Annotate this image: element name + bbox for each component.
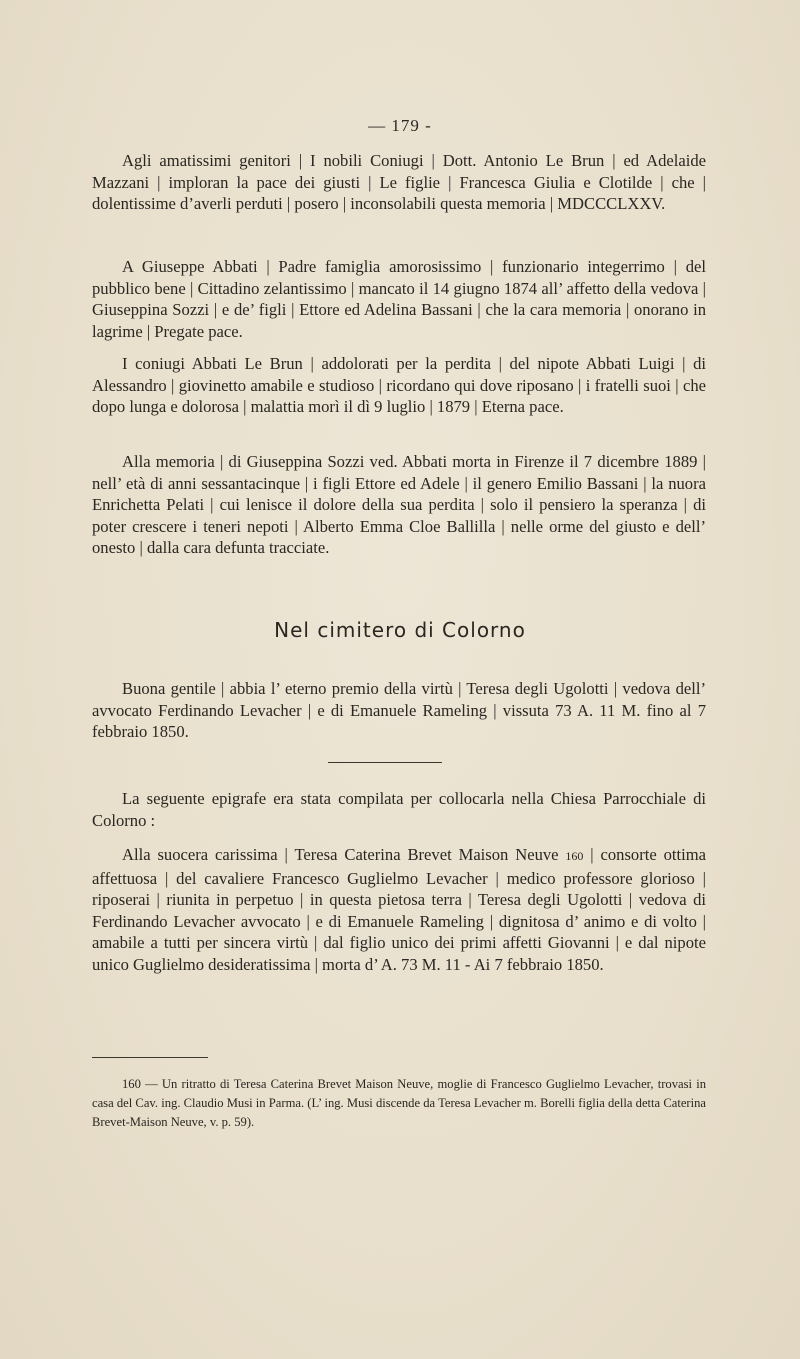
paragraph-ugolotti: Buona gentile | abbia l’ eterno premio della virtù | Teresa degli Ugolotti | vedova dell’ avvocato Ferdinando Levacher | e di Emanuele Rameling | vissuta 73 A. 11 M. fino al 7 febbraio 1850. <box>92 679 706 741</box>
main-text-block-2 <box>92 256 706 342</box>
epigraph-text-end: | consorte ottima affettuosa | del cavaliere Francesco Guglielmo Levacher | medico professore glorioso | riposerai | riunita in perpetuo | in questa pietosa terra | Teresa degli Ugolotti | vedova di Ferdinando Levacher avvocato | e di Emanuele Rameling | dignitosa d’ animo e di volto | amabile a tutti per sincera virtù | dal figlio unico dei primi affetti Giovanni | e dal nipote unico Guglielmo desideratissima | morta d’ A. 73 M. 11 - Ai 7 febbraio 1850. <box>92 845 706 974</box>
paragraph-epigraph <box>92 844 706 975</box>
paragraph-sozzi: Alla memoria | di Giuseppina Sozzi ved. Abbati morta in Firenze il 7 dicembre 1889 | nell’ età di anni sessantacinque | i figli Ettore ed Adele | il genero Emilio Bassani | la nuora Enrichetta Pelati | cui lenisce il dolore della sua perdita | solo il pensiero la speranza | di poter crescere i teneri nepoti | Alberto Emma Cloe Ballilla | nelle orme del giusto e dell’ onesto | dalla cara defunta tracciate. <box>92 452 706 557</box>
epigraph-text-start: Alla suocera carissima | Teresa Caterina Brevet Maison Neuve <box>122 845 566 864</box>
paragraph-le-brun: Agli amatissimi genitori | I nobili Coniugi | Dott. Antonio Le Brun | ed Adelaide Mazzani | imploran la pace dei giusti | Le figlie | Francesca Giulia e Clotilde | che | dolentissime d’averli perduti | posero | inconsolabili questa memoria | MDCCCLXXV. <box>92 151 706 213</box>
separator-rule <box>328 762 442 763</box>
paragraph-intro: La seguente epigrafe era stata compilata per collocarla nella Chiesa Parrocchiale di Colorno : <box>92 789 706 830</box>
paragraph-coniugi: I coniugi Abbati Le Brun | addolorati per la perdita | del nipote Abbati Luigi | di Alessandro | giovinetto amabile e studioso | ricordano qui dove riposano | i fratelli suoi | che dopo lunga e dolorosa | malattia morì il dì 9 luglio | 1879 | Eterna pace. <box>92 354 706 416</box>
footnote <box>92 1075 706 1132</box>
footnote-rule <box>92 1057 208 1058</box>
footnote-reference: 160 <box>565 849 584 863</box>
footnote-text: 160 — Un ritratto di Teresa Caterina Brevet Maison Neuve, moglie di Francesco Guglielmo Levacher, trovasi in casa del Cav. ing. Claudio Musi in Parma. (L’ ing. Musi discende da Teresa Levacher m. Borelli figlia della detta Caterina Brevet-Maison Neuve, v. p. 59). <box>92 1077 706 1129</box>
section-title: Nel cimitero di Colorno <box>274 618 526 642</box>
main-text-block-3 <box>92 353 706 418</box>
main-text-block-4 <box>92 451 706 559</box>
section-text-block <box>92 678 706 743</box>
epigraph-text-block <box>92 844 706 975</box>
page-number: — 179 - <box>368 116 432 135</box>
paragraph-abbati: A Giuseppe Abbati | Padre famiglia amorosissimo | funzionario integerrimo | del pubblico bene | Cittadino zelantissimo | mancato il 14 giugno 1874 all’ affetto della vedova | Giuseppina Sozzi | e de’ figli | Ettore ed Adelina Bassani | che la cara memoria | onorano in lagrime | Pregate pace. <box>92 257 706 341</box>
main-text-block <box>92 150 706 215</box>
intro-text-block <box>92 788 706 831</box>
